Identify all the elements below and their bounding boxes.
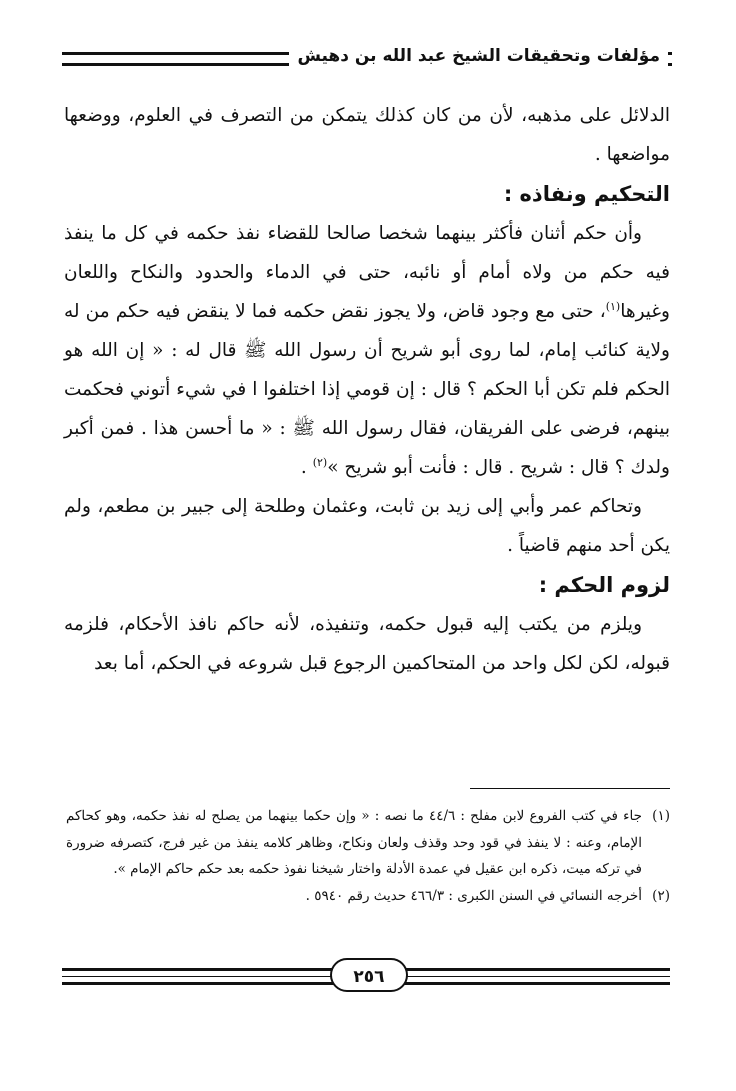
footnote-1 [66,803,670,883]
page-number: ٢٥٦ [330,958,408,992]
paragraph-2-end: . [300,457,313,478]
paragraph-4: ويلزم من يكتب إليه قبول حكمه، وتنفيذه، لأنه حاكم نافذ الأحكام، فلزمه قبوله، لكن لكل واحد من المتحاكمين الرجوع قبل شروعه في الحكم، أما بعد [64,614,670,674]
paragraph-2 [64,214,670,487]
paragraph-1: الدلائل على مذهبه، لأن من كان كذلك يتمكن من التصرف في العلوم، ووضعها مواضعها . [64,105,670,165]
footnote-1-text: جاء في كتب الفروع لابن مفلح : ٤٤/٦ ما نصه : « وإن حكما بينهما من يصلح له نفذ حكمه، وهو كحاكم الإمام، وعنه : لا ينفذ في قود وحد وقذف ولعان ونكاح، وظاهر كلامه ينفذ من غير فرج، كتصرفه ضرورة في تركه ميت، ذكره ابن عقيل في عمدة الأدلة واختار شيخنا نفوذ حكمه بعد حكم حاكم الإمام ». [66,808,642,877]
heading-binding-ruling: لزوم الحكم : [538,573,670,597]
main-text [64,96,670,683]
footnote-1-number: (١) [652,808,670,824]
paragraph-3: وتحاكم عمر وأبي إلى زيد بن ثابت، وعثمان وطلحة إلى جبير بن مطعم، ولم يكن أحد منهم قاضياً . [64,496,670,556]
heading-arbitration: التحكيم ونفاذه : [503,182,670,206]
paragraph-2-part-1: وأن حكم أثنان فأكثر بينهما شخصا صالحا للقضاء نفذ حكمه في كل ما ينفذ فيه حكم من ولاه أمام أو نائبه، حتى في الدماء والحدود والنكاح واللعان وغيرها [64,223,670,322]
footnote-ref-1[interactable]: (١) [605,299,621,313]
footnote-2-number: (٢) [652,887,670,904]
footnote-separator [470,788,670,789]
header-title: مؤلفات وتحقيقات الشيخ عبد الله بن دهيش [289,46,668,66]
footnote-ref-2[interactable]: (٢) [312,455,328,469]
paragraph-2-part-2: ، حتى مع وجود قاض، ولا يجوز نقض حكمه فما لا ينقض فيه حكم من له ولاية كنائب إمام، لما روى أبو شريح أن رسول الله ﷺ قال له : « إن الله هو الحكم فلم تكن أبا الحكم ؟ قال : إن قومي إذا اختلفوا ا في شيء أتوني فحكمت بينهم، فرضى على الفريقان، فقال رسول الله ﷺ : « ما أحسن هذا . فمن أكبر ولدك ؟ قال : شريح . قال : فأنت أبو شريح » [64,301,670,478]
footnote-2 [66,883,670,910]
running-header [62,44,672,74]
footnotes [66,803,670,909]
footnote-2-text: أخرجه النسائي في السنن الكبرى : ٤٦٦/٣ حديث رقم ٥٩٤٠ . [305,887,642,904]
